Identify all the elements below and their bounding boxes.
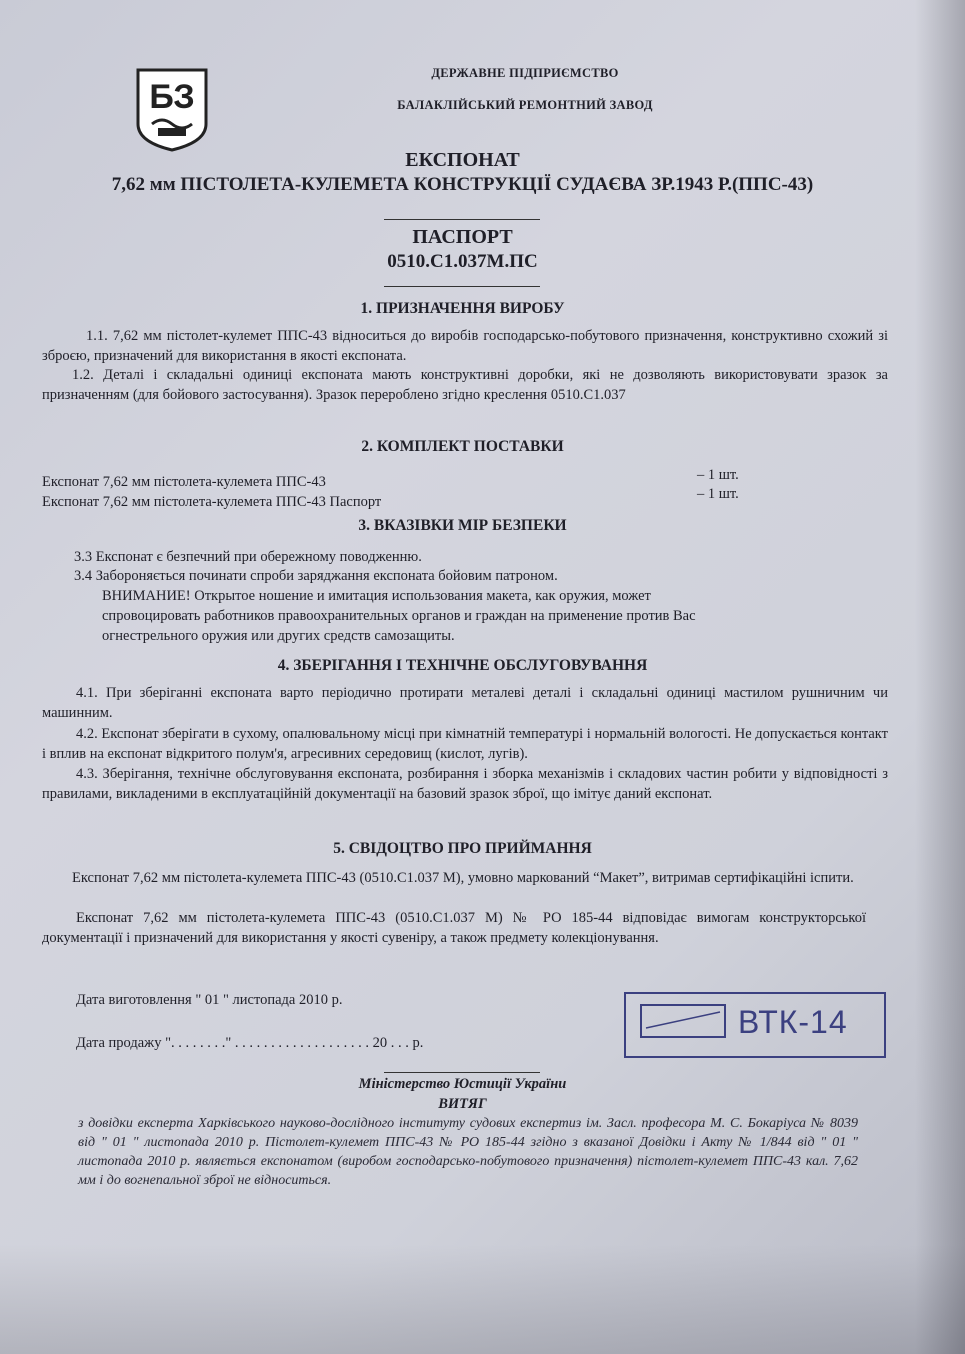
section-5-para-1: Експонат 7,62 мм пістолета-кулемета ППС-43 (0510.С1.037 М), умовно маркований “Макет”, витримав сертифікаційні іспити.: [72, 870, 854, 886]
section-1-para-1: 1.1. 7,62 мм пістолет-кулемет ППС-43 відноситься до виробів господарсько-побутового призначення, конструктивно схожий зі зброєю, призначений для використання в якості експоната.: [42, 328, 888, 364]
supply-item-2: Експонат 7,62 мм пістолета-кулемета ППС-43 Паспорт: [42, 494, 382, 510]
company-line-2: БАЛАКЛІЙСЬКИЙ РЕМОНТНИЙ ЗАВОД: [397, 98, 653, 112]
extract-title: ВИТЯГ: [438, 1096, 487, 1112]
warning-line-2: спровоцировать работников правоохранительных органов и граждан на применение против Вас: [102, 608, 696, 624]
section-3-title: 3. ВКАЗІВКИ МІР БЕЗПЕКИ: [358, 517, 567, 534]
section-2-title: 2. КОМПЛЕКТ ПОСТАВКИ: [361, 438, 564, 455]
rule-bottom: [384, 286, 540, 287]
section-4-para-3: 4.3. Зберігання, технічне обслуговування експоната, розбирання і зборка механізмів і складових частин робити у відповідності з правилами, викладеними в експлуатаційній документації на базовий зразок зброї, що імітує даний експонат.: [42, 766, 888, 802]
section-1-para-2: 1.2. Деталі і складальні одиниці експоната мають конструктивні доробки, які не дозволяють використовувати зразок за призначенням (для бойового застосування). Зразок перероблено згідно креслення 0510.С1.037: [42, 367, 888, 403]
qc-stamp: [624, 992, 886, 1058]
warning-line-3: огнестрельного оружия или других средств самозащиты.: [102, 628, 455, 644]
supply-qty-2: – 1 шт.: [697, 486, 739, 502]
supply-qty-1: – 1 шт.: [697, 467, 739, 483]
supply-item-1: Експонат 7,62 мм пістолета-кулемета ППС-43: [42, 474, 326, 490]
section-5-title: 5. СВІДОЦТВО ПРО ПРИЙМАННЯ: [333, 840, 592, 857]
section-4-title: 4. ЗБЕРІГАННЯ І ТЕХНІЧНЕ ОБСЛУГОВУВАННЯ: [277, 657, 648, 674]
doc-subtitle: 7,62 мм ПІСТОЛЕТА-КУЛЕМЕТА КОНСТРУКЦІЇ СУДАЄВА ЗР.1943 Р.(ППС-43): [111, 174, 814, 195]
doc-title: ЕКСПОНАТ: [405, 149, 520, 171]
section-5-para-2: Експонат 7,62 мм пістолета-кулемета ППС-43 (0510.С1.037 М) № РО 185-44 відповідає вимогам конструкторської документації і призначений для використання у якості сувеніру, а також предмету колекціонування.: [42, 910, 866, 946]
section-4-para-1: 4.1. При зберіганні експоната варто періодично протирати металеві деталі і складальні одиниці мастилом рушничним чи машинним.: [42, 685, 888, 721]
sale-date: Дата продажу ". . . . . . . ." . . . . . . . . . . . . . . . . . . . 20 . . . р.: [76, 1035, 424, 1051]
paper-shadow-bottom: [0, 1244, 965, 1354]
section-4-para-2: 4.2. Експонат зберігати в сухому, опалювальному місці при кімнатній температурі і нормальній вологості. Не допускається контакт і вплив на експонат відкритого полум'я, агресивних середовищ (кислот, лугів).: [42, 726, 888, 762]
company-logo: [134, 66, 210, 152]
passport-number: 0510.С1.037М.ПС: [387, 251, 538, 272]
ministry-title: Міністерство Юстиції України: [358, 1076, 567, 1092]
paper-shadow-right: [915, 0, 965, 1354]
passport-title: ПАСПОРТ: [412, 226, 513, 248]
manufacture-date: Дата виготовлення " 01 " листопада 2010 р.: [76, 992, 343, 1008]
rule-extract: [384, 1072, 540, 1073]
section-3-item-2: 3.4 Забороняється починати спроби заряджання експоната бойовим патроном.: [74, 568, 558, 584]
warning-line-1: ВНИМАНИЕ! Открытое ношение и имитация использования макета, как оружия, может: [102, 588, 651, 604]
section-3-item-1: 3.3 Експонат є безпечний при обережному поводженню.: [74, 549, 422, 565]
section-1-title: 1. ПРИЗНАЧЕННЯ ВИРОБУ: [360, 300, 565, 317]
company-line-1: ДЕРЖАВНЕ ПІДПРИЄМСТВО: [431, 66, 619, 80]
extract-text: з довідки експерта Харківського науково-дослідного інституту судових експертиз ім. Засл. професора М. С. Бокаріуса № 8039 від " 01 " листопада 2010 р. Пістолет-кулемет ППС-43 № РО 185-44 згідно з вказаної Довідки і Акту № 1/844 від " 01 " листопада 2010 р. являється експонатом (виробом господарсько-побутового призначення) пістолет-кулемет ППС-43 кал. 7,62 мм і до вогнепальної зброї не відноситься.: [78, 1116, 858, 1188]
stamp-signature-box: [640, 1004, 726, 1038]
stamp-text: ВТК-14: [738, 1004, 848, 1040]
svg-text:БЗ: БЗ: [149, 78, 195, 116]
rule-top: [384, 219, 540, 220]
